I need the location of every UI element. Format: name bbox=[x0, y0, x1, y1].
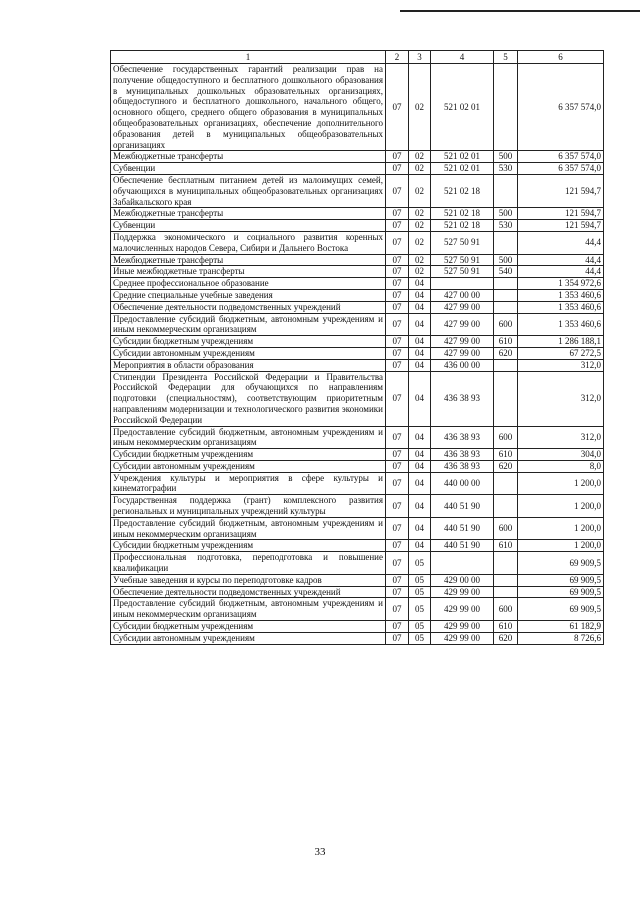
amount: 69 909,5 bbox=[518, 552, 604, 575]
row-name: Поддержка экономического и социального развития коренных малочисленных народов Севера, Сибири и Дальнего Востока bbox=[111, 231, 386, 254]
expense-type-code: 610 bbox=[494, 621, 518, 633]
target-article-code: 527 50 91 bbox=[431, 266, 494, 278]
table-body bbox=[111, 64, 604, 645]
table-row bbox=[111, 208, 604, 220]
expense-type-code: 600 bbox=[494, 313, 518, 336]
amount: 69 909,5 bbox=[518, 574, 604, 586]
amount: 6 357 574,0 bbox=[518, 163, 604, 175]
section-code: 07 bbox=[386, 64, 409, 151]
table-row bbox=[111, 426, 604, 449]
amount: 312,0 bbox=[518, 359, 604, 371]
subsection-code: 04 bbox=[409, 313, 431, 336]
amount: 8,0 bbox=[518, 460, 604, 472]
subsection-code: 04 bbox=[409, 359, 431, 371]
subsection-code: 04 bbox=[409, 301, 431, 313]
expense-type-code bbox=[494, 278, 518, 290]
section-code: 07 bbox=[386, 598, 409, 621]
top-rule bbox=[400, 10, 640, 12]
section-code: 07 bbox=[386, 174, 409, 207]
table-row bbox=[111, 231, 604, 254]
target-article-code: 429 99 00 bbox=[431, 586, 494, 598]
section-code: 07 bbox=[386, 278, 409, 290]
table-row bbox=[111, 359, 604, 371]
expense-type-code bbox=[494, 174, 518, 207]
section-code: 07 bbox=[386, 151, 409, 163]
section-code: 07 bbox=[386, 313, 409, 336]
amount: 6 357 574,0 bbox=[518, 151, 604, 163]
header-col-5: 5 bbox=[494, 51, 518, 64]
amount: 1 354 972,6 bbox=[518, 278, 604, 290]
subsection-code: 05 bbox=[409, 621, 431, 633]
expense-type-code bbox=[494, 231, 518, 254]
subsection-code: 02 bbox=[409, 163, 431, 175]
table-row bbox=[111, 347, 604, 359]
table-row bbox=[111, 289, 604, 301]
subsection-code: 02 bbox=[409, 254, 431, 266]
row-name: Иные межбюджетные трансферты bbox=[111, 266, 386, 278]
section-code: 07 bbox=[386, 574, 409, 586]
subsection-code: 02 bbox=[409, 231, 431, 254]
expense-type-code: 600 bbox=[494, 517, 518, 540]
amount: 61 182,9 bbox=[518, 621, 604, 633]
table-row bbox=[111, 472, 604, 495]
target-article-code: 521 02 01 bbox=[431, 163, 494, 175]
row-name: Обеспечение государственных гарантий реализации прав на получение общедоступного и бесплатного дошкольного образования в муниципальных дошкольных образовательных организациях, общедоступного и бесплатного дошкольного, начального общего, основного общего, среднего общего образования в муниципальных общеобразовательных организациях, обеспечение дополнительного образования детей в муниципальных общеобразовательных организациях bbox=[111, 64, 386, 151]
target-article-code: 521 02 18 bbox=[431, 220, 494, 232]
amount: 312,0 bbox=[518, 371, 604, 426]
section-code: 07 bbox=[386, 208, 409, 220]
table-row bbox=[111, 598, 604, 621]
header-row bbox=[111, 51, 604, 64]
target-article-code: 436 38 93 bbox=[431, 449, 494, 461]
row-name: Субсидии автономным учреждениям bbox=[111, 347, 386, 359]
amount: 67 272,5 bbox=[518, 347, 604, 359]
amount: 121 594,7 bbox=[518, 208, 604, 220]
section-code: 07 bbox=[386, 220, 409, 232]
target-article-code bbox=[431, 552, 494, 575]
subsection-code: 04 bbox=[409, 449, 431, 461]
subsection-code: 02 bbox=[409, 174, 431, 207]
subsection-code: 04 bbox=[409, 336, 431, 348]
amount: 69 909,5 bbox=[518, 598, 604, 621]
expense-type-code bbox=[494, 301, 518, 313]
subsection-code: 04 bbox=[409, 460, 431, 472]
expense-type-code: 530 bbox=[494, 220, 518, 232]
expense-type-code: 600 bbox=[494, 598, 518, 621]
table-row bbox=[111, 517, 604, 540]
target-article-code: 521 02 01 bbox=[431, 151, 494, 163]
table-row bbox=[111, 540, 604, 552]
table-row bbox=[111, 278, 604, 290]
amount: 121 594,7 bbox=[518, 220, 604, 232]
table-row bbox=[111, 220, 604, 232]
subsection-code: 05 bbox=[409, 574, 431, 586]
section-code: 07 bbox=[386, 621, 409, 633]
target-article-code: 440 51 90 bbox=[431, 540, 494, 552]
amount: 1 200,0 bbox=[518, 517, 604, 540]
section-code: 07 bbox=[386, 163, 409, 175]
subsection-code: 04 bbox=[409, 495, 431, 518]
row-name: Обеспечение деятельности подведомственных учреждений bbox=[111, 301, 386, 313]
expense-type-code: 500 bbox=[494, 254, 518, 266]
subsection-code: 04 bbox=[409, 278, 431, 290]
amount: 1 200,0 bbox=[518, 495, 604, 518]
table-row bbox=[111, 64, 604, 151]
section-code: 07 bbox=[386, 266, 409, 278]
target-article-code: 527 50 91 bbox=[431, 254, 494, 266]
expense-type-code: 530 bbox=[494, 163, 518, 175]
row-name: Субсидии бюджетным учреждениям bbox=[111, 540, 386, 552]
subsection-code: 05 bbox=[409, 586, 431, 598]
row-name: Учреждения культуры и мероприятия в сфере культуры и кинематографии bbox=[111, 472, 386, 495]
target-article-code: 436 38 93 bbox=[431, 426, 494, 449]
target-article-code: 429 99 00 bbox=[431, 598, 494, 621]
section-code: 07 bbox=[386, 517, 409, 540]
row-name: Учебные заведения и курсы по переподготовке кадров bbox=[111, 574, 386, 586]
subsection-code: 02 bbox=[409, 266, 431, 278]
target-article-code: 440 51 90 bbox=[431, 495, 494, 518]
amount: 304,0 bbox=[518, 449, 604, 461]
table-row bbox=[111, 163, 604, 175]
row-name: Субсидии автономным учреждениям bbox=[111, 460, 386, 472]
header-col-3: 3 bbox=[409, 51, 431, 64]
amount: 1 353 460,6 bbox=[518, 289, 604, 301]
table-row bbox=[111, 313, 604, 336]
table-row bbox=[111, 632, 604, 644]
page-number: 33 bbox=[314, 846, 326, 858]
section-code: 07 bbox=[386, 426, 409, 449]
expense-type-code: 540 bbox=[494, 266, 518, 278]
amount: 1 286 188,1 bbox=[518, 336, 604, 348]
amount: 1 353 460,6 bbox=[518, 313, 604, 336]
row-name: Обеспечение бесплатным питанием детей из малоимущих семей, обучающихся в муниципальных общеобразовательных организациях Забайкальского края bbox=[111, 174, 386, 207]
row-name: Субсидии бюджетным учреждениям bbox=[111, 449, 386, 461]
row-name: Межбюджетные трансферты bbox=[111, 254, 386, 266]
subsection-code: 04 bbox=[409, 472, 431, 495]
table-row bbox=[111, 174, 604, 207]
budget-table bbox=[110, 50, 604, 645]
amount: 1 200,0 bbox=[518, 540, 604, 552]
target-article-code: 440 51 90 bbox=[431, 517, 494, 540]
row-name: Предоставление субсидий бюджетным, автономным учреждениям и иным некоммерческим организациям bbox=[111, 313, 386, 336]
header-col-2: 2 bbox=[386, 51, 409, 64]
section-code: 07 bbox=[386, 460, 409, 472]
amount: 6 357 574,0 bbox=[518, 64, 604, 151]
row-name: Предоставление субсидий бюджетным, автономным учреждениям и иным некоммерческим организациям bbox=[111, 517, 386, 540]
expense-type-code: 610 bbox=[494, 449, 518, 461]
target-article-code: 427 99 00 bbox=[431, 313, 494, 336]
target-article-code: 427 00 00 bbox=[431, 289, 494, 301]
target-article-code: 440 00 00 bbox=[431, 472, 494, 495]
expense-type-code bbox=[494, 289, 518, 301]
expense-type-code bbox=[494, 359, 518, 371]
target-article-code bbox=[431, 278, 494, 290]
row-name: Мероприятия в области образования bbox=[111, 359, 386, 371]
amount: 44,4 bbox=[518, 266, 604, 278]
expense-type-code: 610 bbox=[494, 540, 518, 552]
table-row bbox=[111, 266, 604, 278]
amount: 1 200,0 bbox=[518, 472, 604, 495]
amount: 121 594,7 bbox=[518, 174, 604, 207]
target-article-code: 427 99 00 bbox=[431, 336, 494, 348]
table-row bbox=[111, 301, 604, 313]
amount: 44,4 bbox=[518, 231, 604, 254]
row-name: Субсидии бюджетным учреждениям bbox=[111, 336, 386, 348]
section-code: 07 bbox=[386, 586, 409, 598]
expense-type-code bbox=[494, 586, 518, 598]
header-col-1: 1 bbox=[111, 51, 386, 64]
expense-type-code bbox=[494, 552, 518, 575]
target-article-code: 521 02 18 bbox=[431, 208, 494, 220]
table-row bbox=[111, 449, 604, 461]
subsection-code: 04 bbox=[409, 517, 431, 540]
target-article-code: 429 99 00 bbox=[431, 621, 494, 633]
subsection-code: 02 bbox=[409, 151, 431, 163]
target-article-code: 427 99 00 bbox=[431, 347, 494, 359]
target-article-code: 429 99 00 bbox=[431, 632, 494, 644]
row-name: Стипендии Президента Российской Федерации и Правительства Российской Федерации для обучающихся по направлениям подготовки (специальностям), соответствующим приоритетным направлениям модернизации и технологического развития экономики Российской Федерации bbox=[111, 371, 386, 426]
section-code: 07 bbox=[386, 449, 409, 461]
section-code: 07 bbox=[386, 359, 409, 371]
subsection-code: 05 bbox=[409, 632, 431, 644]
target-article-code: 429 00 00 bbox=[431, 574, 494, 586]
subsection-code: 04 bbox=[409, 540, 431, 552]
table-row bbox=[111, 495, 604, 518]
amount: 312,0 bbox=[518, 426, 604, 449]
expense-type-code: 500 bbox=[494, 208, 518, 220]
expense-type-code bbox=[494, 472, 518, 495]
row-name: Субсидии бюджетным учреждениям bbox=[111, 621, 386, 633]
subsection-code: 02 bbox=[409, 220, 431, 232]
expense-type-code bbox=[494, 574, 518, 586]
expense-type-code: 600 bbox=[494, 426, 518, 449]
amount: 8 726,6 bbox=[518, 632, 604, 644]
section-code: 07 bbox=[386, 495, 409, 518]
subsection-code: 02 bbox=[409, 208, 431, 220]
table-row bbox=[111, 336, 604, 348]
expense-type-code: 620 bbox=[494, 460, 518, 472]
row-name: Среднее профессиональное образование bbox=[111, 278, 386, 290]
row-name: Обеспечение деятельности подведомственных учреждений bbox=[111, 586, 386, 598]
table-row bbox=[111, 586, 604, 598]
target-article-code: 427 99 00 bbox=[431, 301, 494, 313]
subsection-code: 05 bbox=[409, 552, 431, 575]
table-row bbox=[111, 371, 604, 426]
table-row bbox=[111, 151, 604, 163]
section-code: 07 bbox=[386, 289, 409, 301]
row-name: Субвенции bbox=[111, 220, 386, 232]
section-code: 07 bbox=[386, 472, 409, 495]
amount: 69 909,5 bbox=[518, 586, 604, 598]
subsection-code: 02 bbox=[409, 64, 431, 151]
target-article-code: 436 38 93 bbox=[431, 371, 494, 426]
section-code: 07 bbox=[386, 336, 409, 348]
expense-type-code: 620 bbox=[494, 632, 518, 644]
target-article-code: 521 02 18 bbox=[431, 174, 494, 207]
subsection-code: 05 bbox=[409, 598, 431, 621]
row-name: Межбюджетные трансферты bbox=[111, 151, 386, 163]
row-name: Предоставление субсидий бюджетным, автономным учреждениям и иным некоммерческим организациям bbox=[111, 426, 386, 449]
subsection-code: 04 bbox=[409, 347, 431, 359]
expense-type-code: 500 bbox=[494, 151, 518, 163]
row-name: Профессиональная подготовка, переподготовка и повышение квалификации bbox=[111, 552, 386, 575]
table-row bbox=[111, 254, 604, 266]
row-name: Субсидии автономным учреждениям bbox=[111, 632, 386, 644]
target-article-code: 436 00 00 bbox=[431, 359, 494, 371]
target-article-code: 527 50 91 bbox=[431, 231, 494, 254]
row-name: Предоставление субсидий бюджетным, автономным учреждениям и иным некоммерческим организациям bbox=[111, 598, 386, 621]
table-row bbox=[111, 574, 604, 586]
section-code: 07 bbox=[386, 371, 409, 426]
expense-type-code: 610 bbox=[494, 336, 518, 348]
section-code: 07 bbox=[386, 254, 409, 266]
expense-type-code bbox=[494, 64, 518, 151]
amount: 1 353 460,6 bbox=[518, 301, 604, 313]
expense-type-code bbox=[494, 371, 518, 426]
target-article-code: 521 02 01 bbox=[431, 64, 494, 151]
section-code: 07 bbox=[386, 301, 409, 313]
subsection-code: 04 bbox=[409, 289, 431, 301]
section-code: 07 bbox=[386, 231, 409, 254]
subsection-code: 04 bbox=[409, 371, 431, 426]
table-row bbox=[111, 552, 604, 575]
header-col-6: 6 bbox=[518, 51, 604, 64]
section-code: 07 bbox=[386, 347, 409, 359]
row-name: Субвенции bbox=[111, 163, 386, 175]
expense-type-code: 620 bbox=[494, 347, 518, 359]
header-col-4: 4 bbox=[431, 51, 494, 64]
section-code: 07 bbox=[386, 540, 409, 552]
subsection-code: 04 bbox=[409, 426, 431, 449]
row-name: Государственная поддержка (грант) комплексного развития региональных и муниципальных учреждений культуры bbox=[111, 495, 386, 518]
expense-type-code bbox=[494, 495, 518, 518]
table-row bbox=[111, 621, 604, 633]
target-article-code: 436 38 93 bbox=[431, 460, 494, 472]
amount: 44,4 bbox=[518, 254, 604, 266]
row-name: Средние специальные учебные заведения bbox=[111, 289, 386, 301]
section-code: 07 bbox=[386, 632, 409, 644]
table-row bbox=[111, 460, 604, 472]
section-code: 07 bbox=[386, 552, 409, 575]
row-name: Межбюджетные трансферты bbox=[111, 208, 386, 220]
